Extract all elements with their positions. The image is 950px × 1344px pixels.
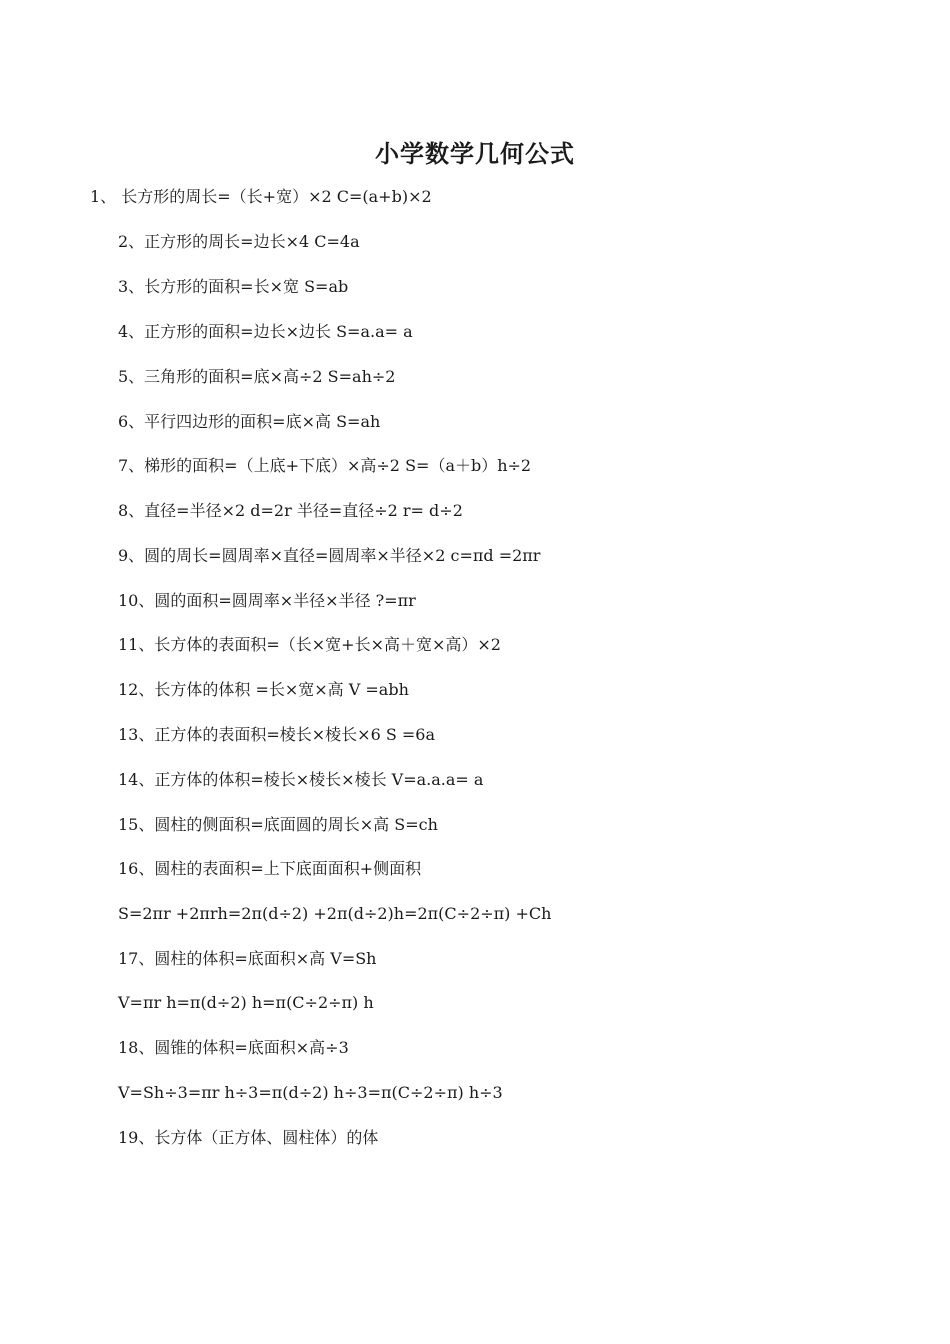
formula-line-4: 4、正方形的面积=边长×边长 S=a.a= a (118, 322, 413, 341)
formula-line-10: 10、圆的面积=圆周率×半径×半径 ?=πr (118, 591, 416, 610)
formula-line-1: 1、 长方形的周长=（长+宽）×2 C=(a+b)×2 (90, 187, 432, 206)
formula-line-18: 17、圆柱的体积=底面积×高 V=Sh (118, 949, 377, 968)
formula-line-22: 19、长方体（正方体、圆柱体）的体 (118, 1128, 379, 1147)
formula-line-13: 13、正方体的表面积=棱长×棱长×6 S =6a (118, 725, 436, 744)
formula-line-3: 3、长方形的面积=长×宽 S=ab (118, 277, 349, 296)
formula-line-2: 2、正方形的周长=边长×4 C=4a (118, 232, 360, 251)
formula-line-11: 11、长方体的表面积=（长×宽+长×高＋宽×高）×2 (118, 635, 501, 654)
formula-line-21: V=Sh÷3=πr h÷3=π(d÷2) h÷3=π(C÷2÷π) h÷3 (118, 1083, 503, 1102)
formula-line-6: 6、平行四边形的面积=底×高 S=ah (118, 412, 381, 431)
formula-line-7: 7、梯形的面积=（上底+下底）×高÷2 S=（a＋b）h÷2 (118, 456, 532, 475)
formula-line-12: 12、长方体的体积 =长×宽×高 V =abh (118, 680, 409, 699)
document-title: 小学数学几何公式 (375, 139, 575, 168)
formula-line-17: S=2πr +2πrh=2π(d÷2) +2π(d÷2)h=2π(C÷2÷π) +Ch (118, 904, 552, 923)
formula-line-9: 9、圆的周长=圆周率×直径=圆周率×半径×2 c=πd =2πr (118, 546, 541, 565)
formula-line-8: 8、直径=半径×2 d=2r 半径=直径÷2 r= d÷2 (118, 501, 463, 520)
formula-line-20: 18、圆锥的体积=底面积×高÷3 (118, 1038, 349, 1057)
formula-line-5: 5、三角形的面积=底×高÷2 S=ah÷2 (118, 367, 396, 386)
formula-line-19: V=πr h=π(d÷2) h=π(C÷2÷π) h (118, 993, 374, 1012)
formula-line-14: 14、正方体的体积=棱长×棱长×棱长 V=a.a.a= a (118, 770, 484, 789)
formula-line-16: 16、圆柱的表面积=上下底面面积+侧面积 (118, 859, 422, 878)
formula-line-15: 15、圆柱的侧面积=底面圆的周长×高 S=ch (118, 815, 438, 834)
